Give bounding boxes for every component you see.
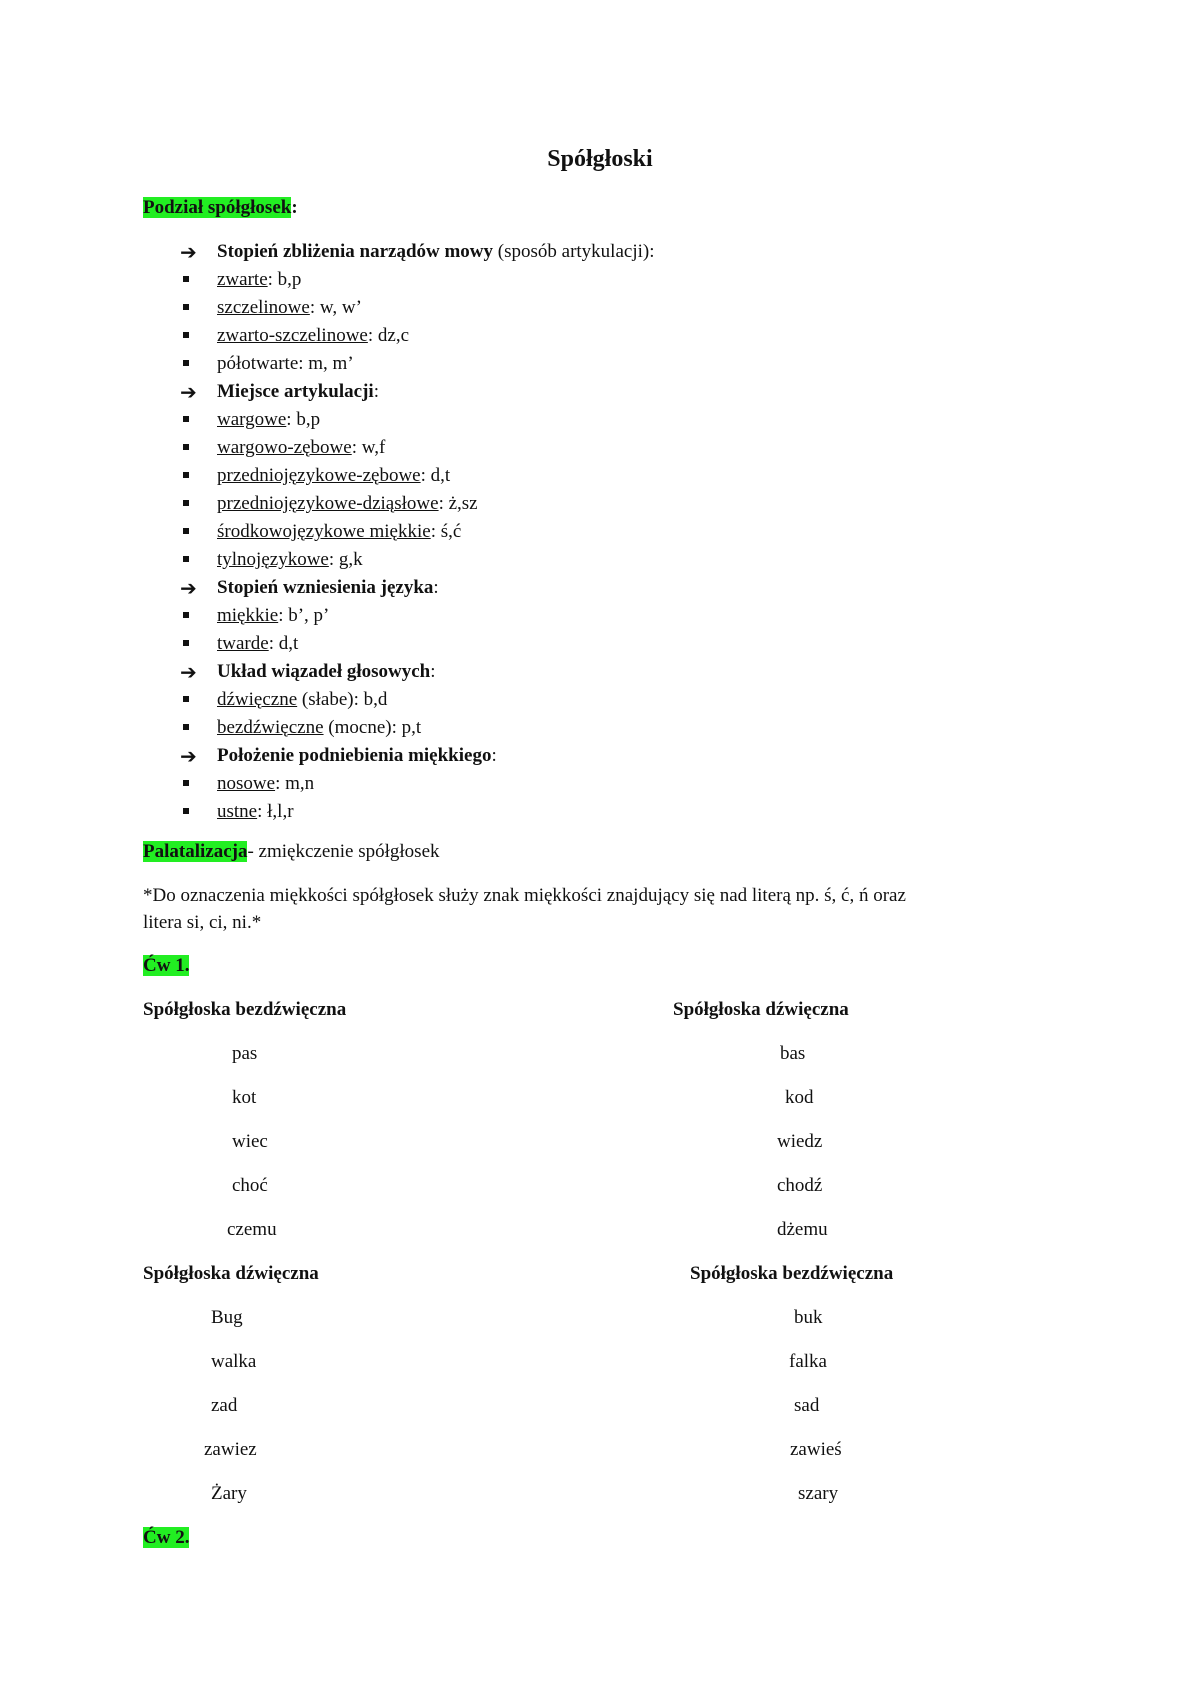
table1-left-word: choć	[232, 1175, 268, 1196]
table1-right-word: dżemu	[777, 1219, 828, 1240]
division-heading-line	[143, 196, 298, 220]
table2-right-header: Spółgłoska bezdźwięczna	[690, 1263, 894, 1284]
square-bullet-icon	[183, 612, 189, 618]
table2-left-word: zawiez	[204, 1439, 257, 1460]
table1-right-word: bas	[780, 1043, 806, 1064]
list-item: bezdźwięczne (mocne): p,t	[217, 717, 422, 738]
square-bullet-icon	[183, 472, 189, 478]
table1-right-header: Spółgłoska dźwięczna	[673, 999, 849, 1020]
square-bullet-icon	[183, 304, 189, 310]
list-item: przedniojęzykowe-zębowe: d,t	[217, 465, 451, 486]
square-bullet-icon	[183, 332, 189, 338]
arrow-bullet-icon: ➔	[180, 660, 197, 684]
table2-left-word: Bug	[211, 1307, 243, 1328]
table2-right-word: sad	[794, 1395, 820, 1416]
square-bullet-icon	[183, 696, 189, 702]
list-item: nosowe: m,n	[217, 773, 315, 794]
table2-right-word: falka	[789, 1351, 827, 1372]
list-item: zwarte: b,p	[217, 269, 302, 290]
table1-right-word: chodź	[777, 1175, 823, 1196]
table1-left-word: kot	[232, 1087, 257, 1108]
list-item: środkowojęzykowe miękkie: ś,ć	[217, 521, 462, 542]
list-item: półotwarte: m, m’	[217, 353, 354, 374]
square-bullet-icon	[183, 444, 189, 450]
list-item: wargowe: b,p	[217, 409, 321, 430]
list-item: twarde: d,t	[217, 633, 299, 654]
square-bullet-icon	[183, 808, 189, 814]
square-bullet-icon	[183, 780, 189, 786]
table2-left-word: Żary	[211, 1483, 247, 1504]
table2-right-word: zawieś	[790, 1439, 842, 1460]
palatalization-definition: - zmiękczenie spółgłosek	[247, 841, 440, 862]
table1-left-word: pas	[232, 1043, 258, 1064]
list-item: tylnojęzykowe: g,k	[217, 549, 363, 570]
square-bullet-icon	[183, 556, 189, 562]
square-bullet-icon	[183, 360, 189, 366]
division-colon: :	[291, 197, 298, 218]
list-item: dźwięczne (słabe): b,d	[217, 689, 388, 710]
table2-left-word: zad	[211, 1395, 238, 1416]
square-bullet-icon	[183, 416, 189, 422]
exercise-2-label: Ćw 2.	[143, 1527, 190, 1548]
palatalization-line	[143, 840, 440, 864]
square-bullet-icon	[183, 528, 189, 534]
arrow-bullet-icon: ➔	[180, 576, 197, 600]
table2-left-header: Spółgłoska dźwięczna	[143, 1263, 319, 1284]
table1-left-header: Spółgłoska bezdźwięczna	[143, 999, 347, 1020]
list-item: przedniojęzykowe-dziąsłowe: ż,sz	[217, 493, 478, 514]
list-item: wargowo-zębowe: w,f	[217, 437, 386, 458]
group-heading: Układ wiązadeł głosowych:	[217, 661, 436, 682]
table1-right-word: kod	[785, 1087, 814, 1108]
square-bullet-icon	[183, 640, 189, 646]
table1-left-word: czemu	[227, 1219, 277, 1240]
note-line-1: *Do oznaczenia miękkości spółgłosek służy znak miękkości znajdujący się nad literą np. ś, ć, ń oraz	[143, 885, 906, 906]
square-bullet-icon	[183, 276, 189, 282]
group-heading: Stopień zbliżenia narządów mowy (sposób artykulacji):	[217, 241, 655, 262]
palatalization-term: Palatalizacja	[143, 841, 248, 862]
arrow-bullet-icon: ➔	[180, 240, 197, 264]
division-heading: Podział spółgłosek	[143, 197, 292, 218]
list-item: szczelinowe: w, w’	[217, 297, 362, 318]
arrow-bullet-icon: ➔	[180, 744, 197, 768]
table2-right-word: szary	[798, 1483, 839, 1504]
note-line-2: litera si, ci, ni.*	[143, 912, 262, 933]
table2-left-word: walka	[211, 1351, 257, 1372]
table1-left-word: wiec	[232, 1131, 268, 1152]
list-item: miękkie: b’, p’	[217, 605, 330, 626]
page-title: Spółgłoski	[547, 146, 653, 172]
table2-right-word: buk	[794, 1307, 823, 1328]
list-item: ustne: ł,l,r	[217, 801, 294, 822]
table1-right-word: wiedz	[777, 1131, 823, 1152]
group-heading: Stopień wzniesienia języka:	[217, 577, 439, 598]
square-bullet-icon	[183, 500, 189, 506]
group-heading: Położenie podniebienia miękkiego:	[217, 745, 497, 766]
list-item: zwarto-szczelinowe: dz,c	[217, 325, 410, 346]
square-bullet-icon	[183, 724, 189, 730]
arrow-bullet-icon: ➔	[180, 380, 197, 404]
group-heading: Miejsce artykulacji:	[217, 381, 379, 402]
exercise-1-label: Ćw 1.	[143, 955, 190, 976]
